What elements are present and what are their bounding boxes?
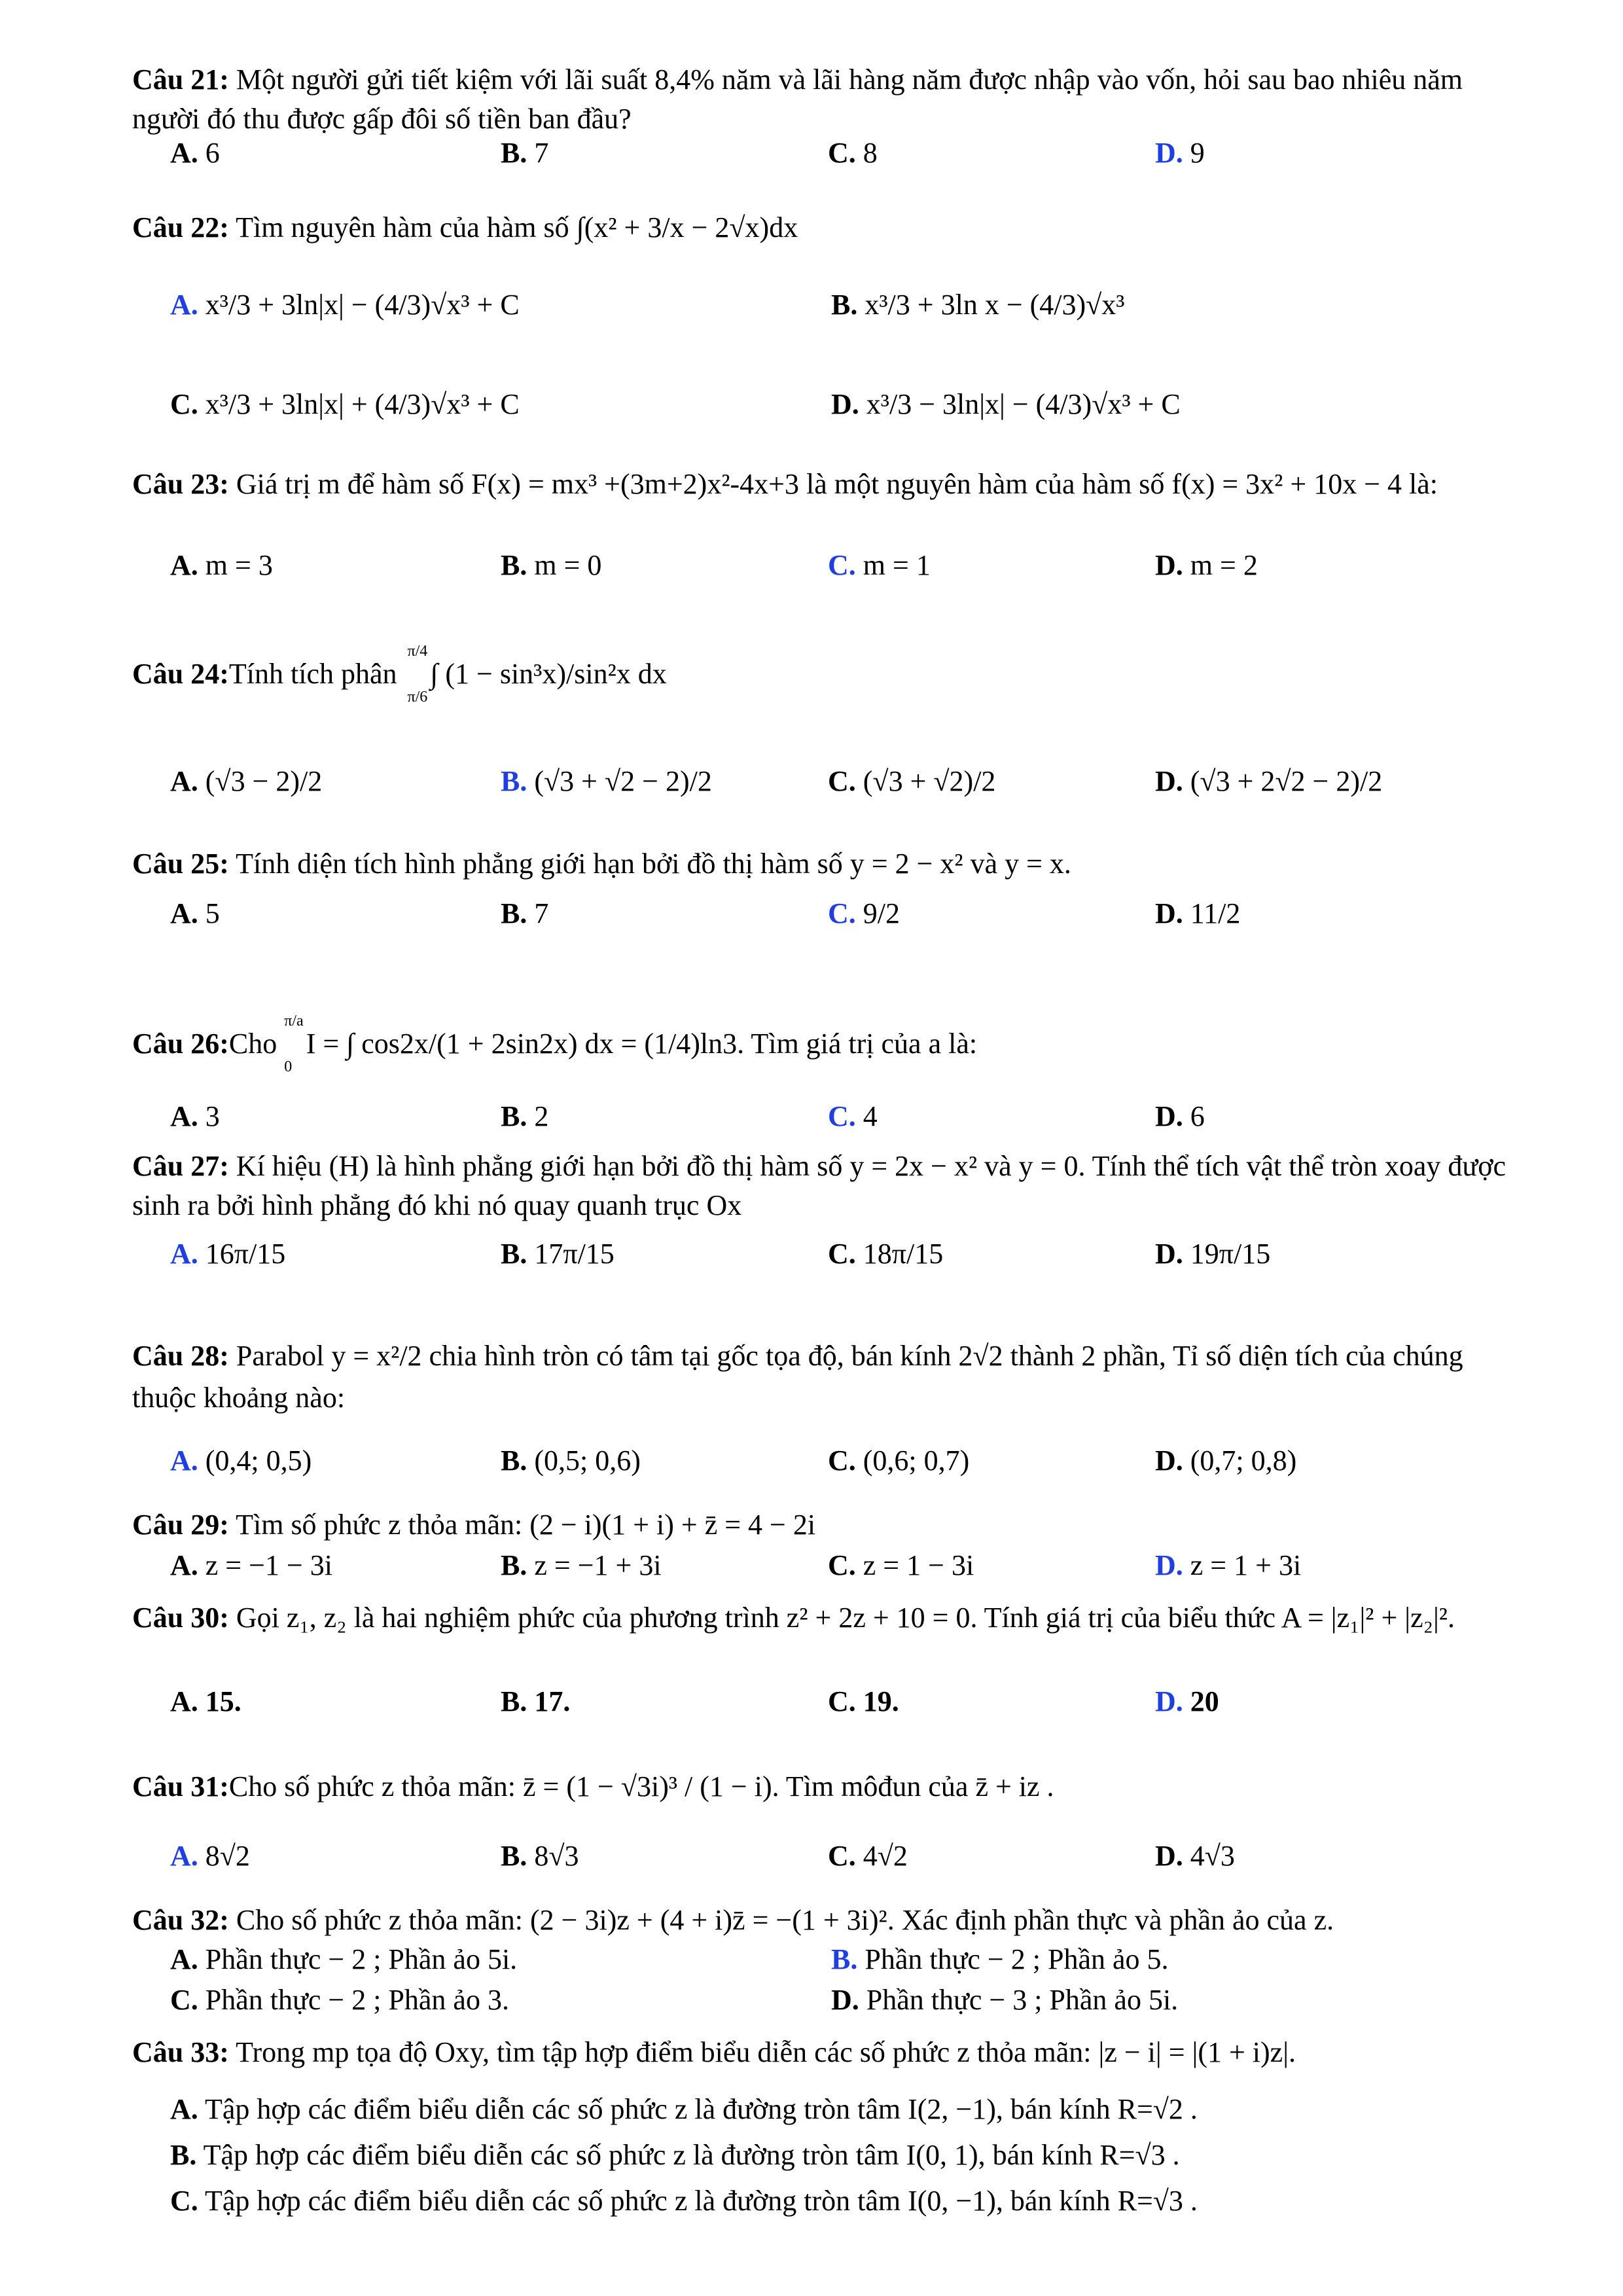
question-text: Tính diện tích hình phẳng giới hạn bởi đồ thị hàm số y = 2 − x² và y = x.	[228, 848, 1071, 880]
question-24	[132, 609, 1520, 740]
options-24	[170, 764, 1518, 805]
option-b[interactable]: B. 7	[501, 137, 549, 169]
option-c[interactable]: C. 4	[828, 1100, 878, 1132]
question-text: Cho số phức z thỏa mãn:	[228, 1770, 516, 1803]
question-number: Câu 29:	[132, 1509, 229, 1541]
options-32a	[170, 1943, 1518, 1983]
options-32b	[170, 1983, 1518, 2024]
option-a[interactable]: A. 16π/15	[170, 1238, 286, 1270]
question-text: Một người gửi tiết kiệm với lãi suất 8,4% năm và lãi hàng năm được nhập vào vốn, hỏi sau bao nhiêu năm người đó thu được gấp đôi số tiền ban đầu?	[132, 63, 1463, 135]
option-a[interactable]: A. 15.	[170, 1685, 241, 1717]
option-a[interactable]: A. x³/3 + 3ln|x| − (4/3)√x³ + C	[170, 289, 520, 321]
question-29	[132, 1505, 1520, 1545]
options-25	[170, 897, 1518, 937]
question-number: Câu 23:	[132, 468, 229, 500]
option-b[interactable]: B. 8√3	[501, 1840, 579, 1872]
option-c[interactable]: C. (0,6; 0,7)	[828, 1444, 970, 1477]
option-d[interactable]: D. 6	[1155, 1100, 1205, 1132]
option-d[interactable]: D. (0,7; 0,8)	[1155, 1444, 1297, 1477]
integral-limits: π/a 0	[284, 1013, 304, 1075]
option-d[interactable]: D. z = 1 + 3i	[1155, 1549, 1302, 1581]
question-text: chia hình tròn có tâm tại gốc tọa độ, bán kính 2√2 thành 2 phần, Tỉ số diện tích của chúng thuộc khoảng nào:	[132, 1340, 1463, 1414]
option-a[interactable]: A. Phần thực − 2 ; Phần ảo 5i.	[170, 1943, 518, 1975]
option-c-row[interactable]: C. Tập hợp các điểm biểu diễn các số phức z là đường tròn tâm I(0, −1), bán kính R=√3 .	[170, 2185, 1198, 2217]
options-22b	[170, 387, 1518, 459]
question-number: Câu 22:	[132, 211, 229, 243]
question-33	[132, 2033, 1520, 2072]
option-c[interactable]: C. x³/3 + 3ln|x| + (4/3)√x³ + C	[170, 388, 520, 420]
parabol-prefix: Parabol y =	[236, 1340, 370, 1372]
question-number: Câu 32:	[132, 1904, 229, 1936]
question-26	[132, 982, 1520, 1106]
integral-expression: ∫ (1 − sin³x)/sin²x dx	[430, 658, 667, 690]
option-b[interactable]: B. (0,5; 0,6)	[501, 1444, 641, 1477]
complex-expression: z̄ = (1 − √3i)³ / (1 − i)	[523, 1770, 772, 1803]
option-b[interactable]: B. z = −1 + 3i	[501, 1549, 662, 1581]
options-28	[170, 1444, 1518, 1484]
question-27	[132, 1147, 1520, 1225]
option-c[interactable]: C. Phần thực − 2 ; Phần ảo 3.	[170, 1984, 509, 2016]
question-number: Câu 28:	[132, 1340, 229, 1372]
integral-expression: I = ∫ cos2x/(1 + 2sin2x) dx = (1/4)ln3	[306, 1028, 738, 1060]
question-text: Trong mp tọa độ Oxy, tìm tập hợp điểm biểu diễn các số phức z thỏa mãn: |z − i| = |(1 + i)z|.	[228, 2036, 1296, 2068]
question-text: Gọi z₁, z₂ là hai nghiệm phức của phương trình z² + 2z + 10 = 0. Tính giá trị của biểu thức A = |z₁|² + |z₂|².	[228, 1602, 1455, 1634]
question-text: Giá trị m để hàm số F(x) = mx³ +(3m+2)x²-4x+3 là một nguyên hàm của hàm số f(x) = 3x² + 10x − 4 là:	[228, 468, 1438, 500]
option-a[interactable]: A. 5	[170, 897, 220, 929]
option-d[interactable]: D. (√3 + 2√2 − 2)/2	[1155, 765, 1383, 797]
question-30	[132, 1597, 1520, 1639]
question-text: Tìm nguyên hàm của hàm số ∫(x² + 3/x − 2√x)dx	[228, 211, 798, 243]
option-c[interactable]: C. 18π/15	[828, 1238, 944, 1270]
parabol-fraction: x²/2	[376, 1340, 422, 1372]
question-text: Cho số phức z thỏa mãn: (2 − 3i)z + (4 + i)z̄ = −(1 + 3i)². Xác định phần thực và phần ảo của z.	[228, 1904, 1334, 1936]
option-d[interactable]: D. 19π/15	[1155, 1238, 1271, 1270]
question-32	[132, 1901, 1520, 1940]
question-22	[132, 208, 1520, 247]
question-tail: . Tìm môđun của z̄ + iz .	[772, 1770, 1054, 1803]
question-number: Câu 25:	[132, 848, 229, 880]
question-number: Câu 26:	[132, 1028, 229, 1060]
options-31	[170, 1839, 1518, 1880]
option-b[interactable]: B. (√3 + √2 − 2)/2	[501, 765, 712, 797]
integral-limits: π/4 π/6	[407, 643, 428, 706]
question-number: Câu 33:	[132, 2036, 229, 2068]
option-b[interactable]: B. 7	[501, 897, 549, 929]
option-a[interactable]: A. (0,4; 0,5)	[170, 1444, 312, 1477]
options-23	[170, 548, 1518, 589]
question-21	[132, 60, 1520, 139]
option-d[interactable]: D. x³/3 − 3ln|x| − (4/3)√x³ + C	[831, 388, 1181, 420]
options-22a	[170, 288, 1518, 360]
option-d[interactable]: D. 4√3	[1155, 1840, 1235, 1872]
options-30	[170, 1685, 1518, 1725]
options-29	[170, 1549, 1518, 1589]
option-c[interactable]: C. 19.	[828, 1685, 899, 1717]
option-b[interactable]: B. m = 0	[501, 549, 602, 581]
option-a-row[interactable]: A. Tập hợp các điểm biểu diễn các số phức z là đường tròn tâm I(2, −1), bán kính R=√2 .	[170, 2093, 1198, 2125]
option-b[interactable]: B. x³/3 + 3ln x − (4/3)√x³	[831, 289, 1125, 321]
options-27	[170, 1237, 1518, 1278]
question-25	[132, 844, 1520, 884]
question-28	[132, 1335, 1520, 1419]
option-b[interactable]: B. Phần thực − 2 ; Phần ảo 5.	[831, 1943, 1169, 1975]
option-d[interactable]: D. 11/2	[1155, 897, 1241, 929]
option-d[interactable]: D. Phần thực − 3 ; Phần ảo 5i.	[831, 1984, 1179, 2016]
question-23	[132, 463, 1520, 505]
question-tail: . Tìm giá trị của a là:	[737, 1028, 978, 1060]
option-d[interactable]: D. 20	[1155, 1685, 1219, 1717]
option-c[interactable]: C. 9/2	[828, 897, 901, 929]
question-31	[132, 1754, 1520, 1820]
option-b-row[interactable]: B. Tập hợp các điểm biểu diễn các số phức z là đường tròn tâm I(0, 1), bán kính R=√3 .	[170, 2139, 1180, 2171]
question-number: Câu 31:	[132, 1770, 229, 1803]
question-number: Câu 21:	[132, 63, 229, 96]
option-c[interactable]: C. 8	[828, 137, 878, 169]
option-b[interactable]: B. 17.	[501, 1685, 571, 1717]
option-a[interactable]: A. 8√2	[170, 1840, 250, 1872]
option-a[interactable]: A. m = 3	[170, 549, 273, 581]
question-text: Tìm số phức z thỏa mãn: (2 − i)(1 + i) + z̄ = 4 − 2i	[228, 1509, 816, 1541]
option-c[interactable]: C. (√3 + √2)/2	[828, 765, 996, 797]
option-a[interactable]: A. z = −1 − 3i	[170, 1549, 332, 1581]
question-text: Kí hiệu (H) là hình phẳng giới hạn bởi đồ thị hàm số y = 2x − x² và y = 0. Tính thể tích vật thể tròn xoay được sinh ra bởi hình phẳng đó khi nó quay quanh trục Ox	[132, 1150, 1507, 1221]
option-a[interactable]: A. 6	[170, 137, 220, 169]
option-c[interactable]: C. m = 1	[828, 549, 931, 581]
option-c[interactable]: C. z = 1 − 3i	[828, 1549, 974, 1581]
option-d[interactable]: D. m = 2	[1155, 549, 1258, 581]
options-21	[170, 136, 1518, 177]
question-number: Câu 30:	[132, 1602, 229, 1634]
question-text: Tính tích phân	[228, 658, 397, 690]
question-number: Câu 27:	[132, 1150, 229, 1182]
options-26	[170, 1100, 1518, 1140]
option-b[interactable]: B. 2	[501, 1100, 549, 1132]
option-b[interactable]: B. 17π/15	[501, 1238, 615, 1270]
option-c[interactable]: C. 4√2	[828, 1840, 908, 1872]
option-d[interactable]: D. 9	[1155, 137, 1205, 169]
option-a[interactable]: A. 3	[170, 1100, 220, 1132]
question-number: Câu 24:	[132, 658, 229, 690]
option-a[interactable]: A. (√3 − 2)/2	[170, 765, 323, 797]
question-text: Cho	[228, 1028, 277, 1060]
